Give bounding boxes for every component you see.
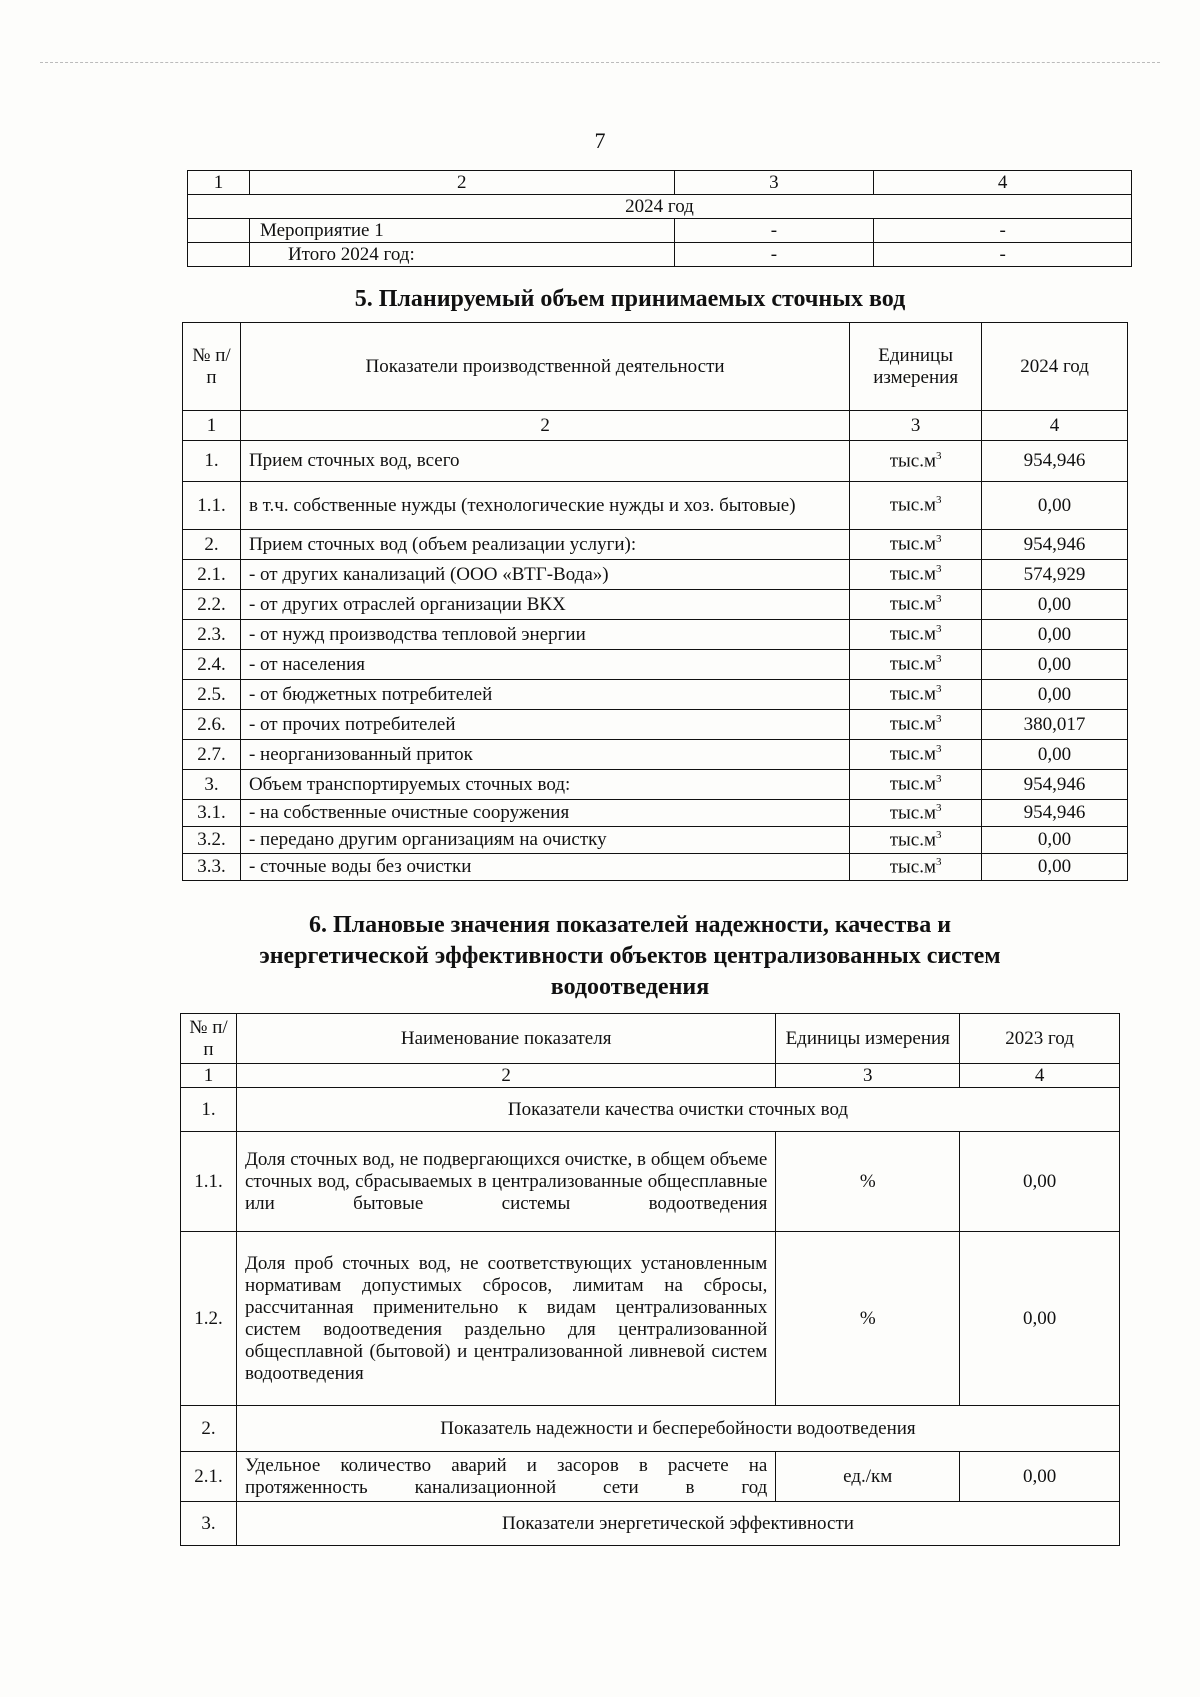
row-value: 0,00 [982,827,1128,854]
year-label: 2024 год [188,195,1132,219]
row-num: 2.2. [183,590,241,620]
top-table [187,170,1132,267]
unit-label: тыс.м [889,653,937,675]
row-num: 2.5. [183,680,241,710]
row-num: 2.3. [183,620,241,650]
row-unit [850,680,982,710]
table-row [188,243,1132,267]
group-title: Показатели энергетической эффективности [236,1502,1119,1546]
header-year: 2023 год [960,1014,1120,1064]
group-title: Показатели качества очистки сточных вод [236,1088,1119,1132]
section6-title-line2: энергетической эффективности объектов централизованных систем [259,943,1001,969]
table-row [183,620,1128,650]
row-unit [850,710,982,740]
table-row [183,590,1128,620]
row-value: 0,00 [982,650,1128,680]
row-num: 2.7. [183,740,241,770]
row-num: 1. [183,441,241,482]
row-name: Прием сточных вод, всего [240,441,849,482]
col-number: 2 [249,171,674,195]
table-row [183,650,1128,680]
row-unit [850,590,982,620]
col-number: 2 [240,411,849,441]
row-name: Объем транспортируемых сточных вод: [240,770,849,800]
unit-label: тыс.м [889,802,937,824]
col-number: 3 [776,1064,960,1088]
header-name: Показатели производственной деятельности [240,323,849,411]
table-row [181,1452,1120,1502]
unit-label: тыс.м [889,743,937,765]
row-unit [850,482,982,530]
unit-superscript: 3 [936,828,942,841]
table-header-row [181,1014,1120,1064]
unit-label: тыс.м [889,623,937,645]
table-row [181,1132,1120,1232]
row-unit [850,441,982,482]
unit-label: тыс.м [889,856,937,878]
row-name: - от других отраслей организации ВКХ [240,590,849,620]
table-row [183,441,1128,482]
header-unit: Единицы измерения [776,1014,960,1064]
row-value: 0,00 [960,1132,1120,1232]
row-name: - передано другим организациям на очистку [240,827,849,854]
table-row [183,800,1128,827]
row-unit: % [776,1232,960,1406]
row-name: - от нужд производства тепловой энергии [240,620,849,650]
col-number: 4 [874,171,1132,195]
row-unit [850,827,982,854]
row-name: Мероприятие 1 [249,219,674,243]
row-name: - от прочих потребителей [240,710,849,740]
col-number: 1 [188,171,250,195]
row-num: 3.1. [183,800,241,827]
row-name: - сточные воды без очистки [240,854,849,881]
col-number: 3 [674,171,874,195]
row-unit [850,770,982,800]
unit-superscript: 3 [936,743,942,756]
col-number: 1 [181,1064,237,1088]
row-value: 0,00 [982,854,1128,881]
group-num: 1. [181,1088,237,1132]
unit-superscript: 3 [936,563,942,576]
row-num: 2.1. [183,560,241,590]
row-value: 0,00 [960,1452,1120,1502]
unit-superscript: 3 [936,683,942,696]
unit-superscript: 3 [936,623,942,636]
col-number: 3 [850,411,982,441]
unit-superscript: 3 [936,593,942,606]
row-unit [850,800,982,827]
group-num: 2. [181,1406,237,1452]
table-row [183,740,1128,770]
row-value: 380,017 [982,710,1128,740]
table-row [183,530,1128,560]
table-row [183,827,1128,854]
row-unit [850,854,982,881]
row-unit: ед./км [776,1452,960,1502]
row-name: Доля проб сточных вод, не соответствующих установленным нормативам допустимых сбросов, лимитам на сбросы, рассчитанная применительно к видам централизованных систем водоотведения раздельно для централизованной общесплавной (бытовой) и централизованной ливневой систем водоотведения [236,1232,775,1406]
unit-label: тыс.м [889,563,937,585]
section6-table [180,1013,1120,1546]
group-num: 3. [181,1502,237,1546]
section5-title: 5. Планируемый объем принимаемых сточных вод [354,286,906,312]
row-unit [850,650,982,680]
group-row [181,1406,1120,1452]
table-row [183,680,1128,710]
unit-label: тыс.м [889,494,937,516]
row-value: 574,929 [982,560,1128,590]
unit-label: тыс.м [889,593,937,615]
row-unit: % [776,1132,960,1232]
unit-label: тыс.м [889,829,937,851]
row-c4: - [874,219,1132,243]
table-row [181,1232,1120,1406]
row-num: 1.2. [181,1232,237,1406]
unit-label: тыс.м [889,773,937,795]
row-num: 2. [183,530,241,560]
column-numbers-row [183,411,1128,441]
table-row [183,560,1128,590]
header-year: 2024 год [982,323,1128,411]
row-value: 0,00 [982,482,1128,530]
col-number: 4 [960,1064,1120,1088]
row-name: Доля сточных вод, не подвергающихся очистке, в общем объеме сточных вод, сбрасываемых в централизованные общесплавные или бытовые системы водоотведения [236,1132,775,1232]
header-num: № п/п [181,1014,237,1064]
row-value: 0,00 [982,590,1128,620]
section6-title [170,910,1090,1003]
row-num: 2.1. [181,1452,237,1502]
row-name: Итого 2024 год: [249,243,674,267]
row-c3: - [674,219,874,243]
row-value: 0,00 [982,740,1128,770]
page-number: 7 [594,128,606,153]
row-unit [850,740,982,770]
table-row [183,854,1128,881]
group-row [181,1088,1120,1132]
year-row [188,195,1132,219]
row-unit [850,560,982,590]
row-name: Удельное количество аварий и засоров в расчете на протяженность канализационной сети в год [236,1452,775,1502]
unit-superscript: 3 [936,494,942,507]
row-c4: - [874,243,1132,267]
unit-label: тыс.м [889,713,937,735]
header-name: Наименование показателя [236,1014,775,1064]
row-value: 954,946 [982,770,1128,800]
table-row [183,710,1128,740]
unit-superscript: 3 [936,855,942,868]
row-value: 954,946 [982,441,1128,482]
row-name: - от других канализаций (ООО «ВТГ-Вода») [240,560,849,590]
row-name: - на собственные очистные сооружения [240,800,849,827]
table-header-row [183,323,1128,411]
col-number: 1 [183,411,241,441]
group-title: Показатель надежности и бесперебойности водоотведения [236,1406,1119,1452]
table-header-row [188,171,1132,195]
unit-label: тыс.м [889,533,937,555]
scan-artifact-line [40,62,1160,63]
table-row [188,219,1132,243]
unit-superscript: 3 [936,801,942,814]
row-name: - от бюджетных потребителей [240,680,849,710]
row-name: - неорганизованный приток [240,740,849,770]
col-number: 4 [982,411,1128,441]
group-row [181,1502,1120,1546]
section5-rows [183,441,1128,881]
unit-superscript: 3 [936,773,942,786]
table-row [183,482,1128,530]
row-value: 954,946 [982,800,1128,827]
column-numbers-row [181,1064,1120,1088]
unit-superscript: 3 [936,533,942,546]
row-num: 3.2. [183,827,241,854]
unit-superscript: 3 [936,449,942,462]
row-num: 3.3. [183,854,241,881]
header-unit: Единицы измерения [850,323,982,411]
row-value: 954,946 [982,530,1128,560]
row-num: 1.1. [183,482,241,530]
unit-superscript: 3 [936,653,942,666]
unit-label: тыс.м [889,683,937,705]
row-name: - от населения [240,650,849,680]
row-num: 3. [183,770,241,800]
row-num: 2.4. [183,650,241,680]
section6-title-line1: 6. Плановые значения показателей надежности, качества и [308,912,952,938]
row-name: Прием сточных вод (объем реализации услуги): [240,530,849,560]
row-num: 2.6. [183,710,241,740]
row-unit [850,620,982,650]
header-num: № п/п [183,323,241,411]
row-c3: - [674,243,874,267]
unit-superscript: 3 [936,713,942,726]
row-value: 0,00 [982,680,1128,710]
row-num [188,243,250,267]
row-num [188,219,250,243]
col-number: 2 [236,1064,775,1088]
row-value: 0,00 [960,1232,1120,1406]
section5-table [182,322,1128,881]
row-num: 1.1. [181,1132,237,1232]
row-name: в т.ч. собственные нужды (технологические нужды и хоз. бытовые) [240,482,849,530]
table-row [183,770,1128,800]
row-value: 0,00 [982,620,1128,650]
row-unit [850,530,982,560]
section6-title-line3: водоотведения [550,974,710,1000]
unit-label: тыс.м [889,450,937,472]
